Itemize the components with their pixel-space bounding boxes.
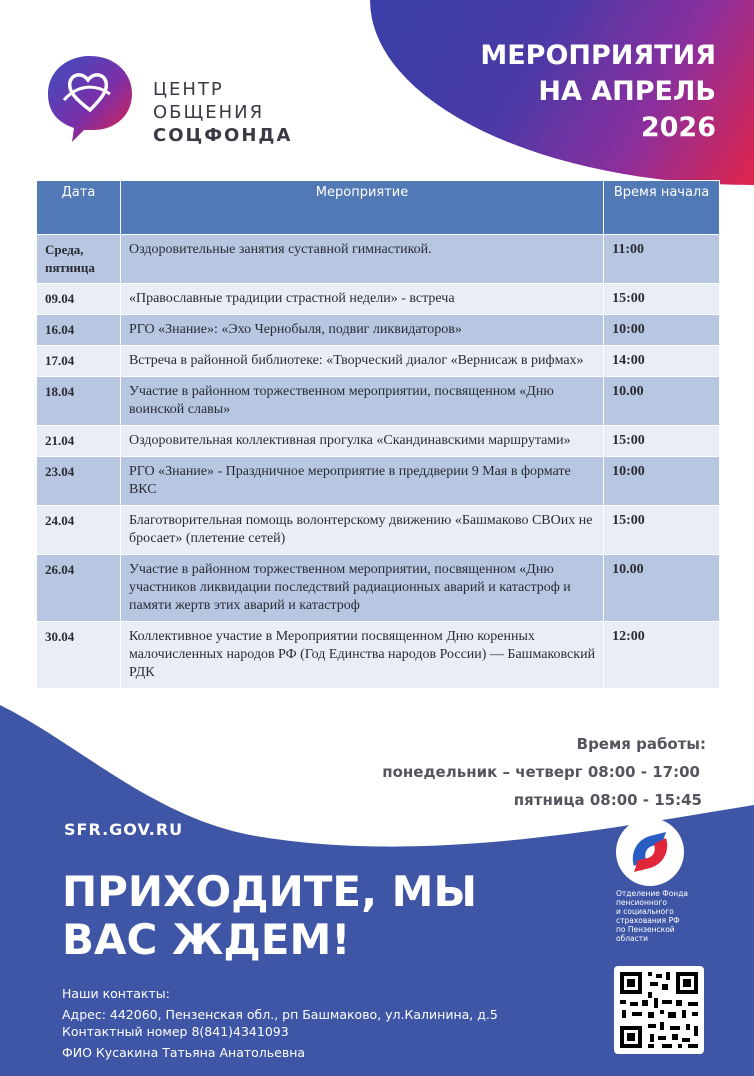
sfr-line-6: области (616, 934, 648, 943)
table-row (37, 506, 720, 555)
sfr-line-2: пенсионного (616, 898, 667, 907)
heart-logo-icon (44, 50, 136, 145)
row-event: «Православные традиции страстной недели» - встреча (120, 284, 603, 315)
row-date: 23.04 (37, 457, 121, 506)
logo-line-3: СОЦФОНДА (153, 125, 293, 146)
table-row (37, 426, 720, 457)
contacts-block (62, 985, 498, 1061)
sfr-line-1: Отделение Фонда (616, 889, 688, 898)
row-date: 26.04 (37, 555, 121, 622)
contacts-title: Наши контакты: (62, 986, 170, 1001)
row-event: Участие в районном торжественном мероприятии, посвященном «Дню воинской славы» (120, 377, 603, 426)
row-time: 12:00 (604, 622, 720, 689)
sfr-line-5: по Пензенской (616, 925, 675, 934)
row-date: 16.04 (37, 315, 121, 346)
row-date: 09.04 (37, 284, 121, 315)
title-line-2: НА АПРЕЛЬ (538, 76, 716, 107)
slogan-line-2: ВАС ЖДЕМ! (62, 915, 351, 964)
row-time: 10.00 (604, 377, 720, 426)
qr-code-icon (614, 966, 704, 1054)
row-event: Коллективное участие в Мероприятии посвященном Дню коренных малочисленных народов РФ (Год Единства народов России) — Башмаковский РДК (120, 622, 603, 689)
title-line-1: МЕРОПРИЯТИЯ (480, 40, 716, 71)
contacts-address: Адрес: 442060, Пензенская обл., рп Башмаково, ул.Калинина, д.5 (62, 1007, 498, 1022)
slogan (62, 868, 477, 964)
hours-title: Время работы: (576, 735, 706, 753)
contacts-person: ФИО Кусакина Татьяна Анатольевна (62, 1045, 306, 1060)
title-line-3: 2026 (640, 112, 716, 143)
table-row (37, 377, 720, 426)
row-date: 30.04 (37, 622, 121, 689)
working-hours (382, 730, 706, 814)
table-row (37, 555, 720, 622)
row-time: 14:00 (604, 346, 720, 377)
row-time: 10.00 (604, 555, 720, 622)
hours-friday: пятница 08:00 - 15:45 (513, 791, 702, 809)
row-time: 15:00 (604, 284, 720, 315)
table-row (37, 346, 720, 377)
row-time: 15:00 (604, 426, 720, 457)
events-table (36, 180, 720, 689)
row-date: 17.04 (37, 346, 121, 377)
row-event: Оздоровительные занятия суставной гимнастикой. (120, 235, 603, 284)
row-event: РГО «Знание» - Праздничное мероприятие в преддверии 9 Мая в формате ВКС (120, 457, 603, 506)
table-row (37, 315, 720, 346)
row-event: РГО «Знание»: «Эхо Чернобыля, подвиг ликвидаторов» (120, 315, 603, 346)
logo-line-1: ЦЕНТР (153, 79, 224, 100)
row-date: 21.04 (37, 426, 121, 457)
row-date: 24.04 (37, 506, 121, 555)
table-row (37, 622, 720, 689)
logo-line-2: ОБЩЕНИЯ (153, 102, 265, 123)
page-title (480, 38, 716, 146)
header-date: Дата (37, 181, 121, 235)
site-link[interactable]: SFR.GOV.RU (64, 820, 184, 839)
table-header-row (37, 181, 720, 235)
hours-weekdays: понедельник – четверг 08:00 - 17:00 (382, 763, 700, 781)
row-time: 10:00 (604, 315, 720, 346)
row-event: Встреча в районной библиотеке: «Творческий диалог «Вернисаж в рифмах» (120, 346, 603, 377)
sfr-line-4: страхования РФ (616, 916, 680, 925)
table-row (37, 284, 720, 315)
row-event: Благотворительная помощь волонтерскому движению «Башмаково СВОих не бросает» (плетение сетей) (120, 506, 603, 555)
header-event: Мероприятие (120, 181, 603, 235)
header-time: Время начала (604, 181, 720, 235)
table-row (37, 457, 720, 506)
table-row (37, 235, 720, 284)
sfr-caption (616, 889, 706, 943)
slogan-line-1: ПРИХОДИТЕ, МЫ (62, 867, 477, 916)
contacts-phone: Контактный номер 8(841)4341093 (62, 1024, 289, 1039)
sfr-logo-icon (614, 816, 686, 888)
logo-text (153, 78, 292, 147)
row-time: 10:00 (604, 457, 720, 506)
row-time: 11:00 (604, 235, 720, 284)
row-date: 18.04 (37, 377, 121, 426)
sfr-line-3: и социального (616, 907, 674, 916)
qr-code[interactable] (614, 966, 704, 1054)
row-event: Участие в районном торжественном мероприятии, посвященном «Дню участников ликвидации последствий радиационных аварий и катастроф и памяти жертв этих аварий и катастроф (120, 555, 603, 622)
row-date: Среда, пятница (37, 235, 121, 284)
row-time: 15:00 (604, 506, 720, 555)
row-event: Оздоровительная коллективная прогулка «Скандинавскими маршрутами» (120, 426, 603, 457)
